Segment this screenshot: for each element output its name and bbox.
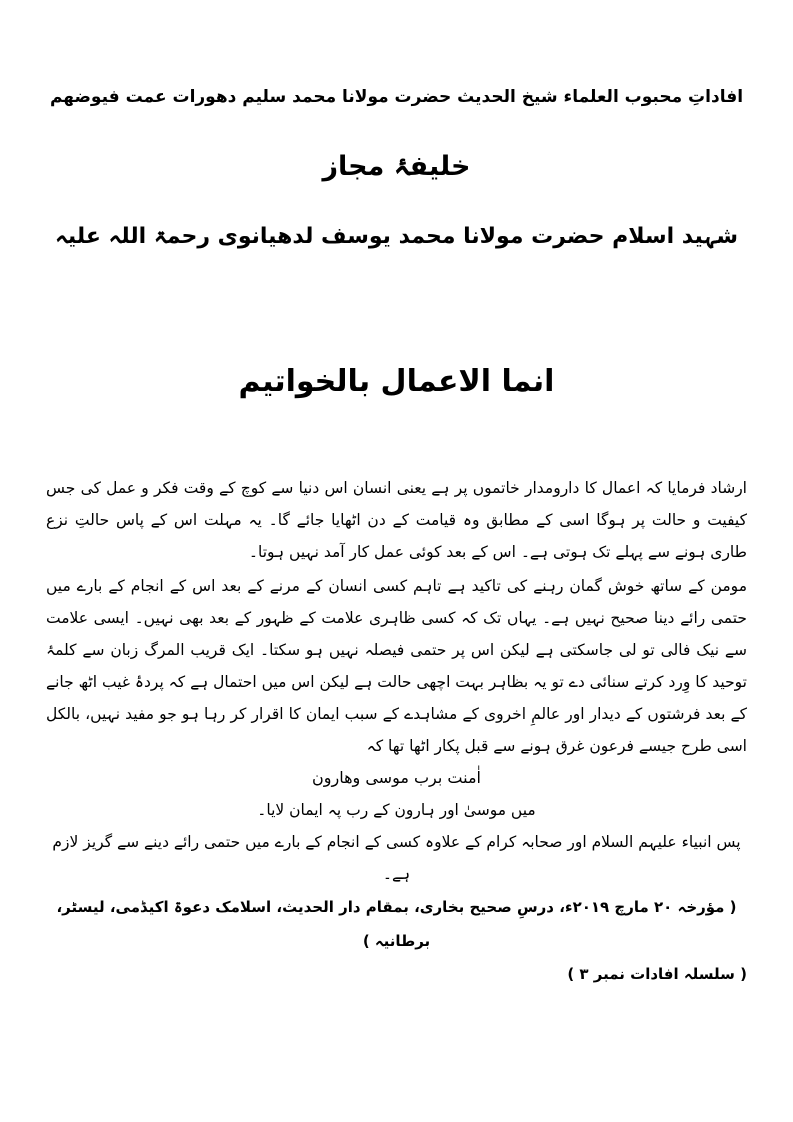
verse-translation: میں موسیٰ اور ہارون کے رب پہ ایمان لایا۔ <box>257 801 536 819</box>
page-title: انما الاعمال بالخواتیم <box>238 364 555 399</box>
series-number <box>46 958 747 990</box>
paragraph-2: مومن کے ساتھ خوش گمان رہنے کی تاکید ہے تاہم کسی انسان کے مرنے کے بعد اس کے انجام کے بارے میں حتمی رائے دینا صحیح نہیں ہے۔ یہاں تک کہ کسی ظاہری علامت کے ظہور کے بعد بھی نہیں۔ ایسی علامت سے نیک فالی تو لی جاسکتی ہے لیکن اس پر حتمی فیصلہ نہیں ہو سکتا۔ ایک قریب المرگ زبان سے کلمۂ توحید کا وِرد کرتے سنائی دے تو یہ بظاہر بہت اچھی حالت ہے لیکن اس میں احتمال ہے کہ پردۂ غیب اٹھ جانے کے بعد فرشتوں کے دیدار اور عالمِ اخروی کے مشاہدے کے سبب ایمان کا اقرار کر رہا ہو جو مفید نہیں، بالکل اسی طرح جیسے فرعون غرق ہونے سے قبل پکار اٹھا تھا کہ <box>46 577 747 755</box>
quranic-verse: اٰمنت برب موسی وھارون <box>312 768 481 787</box>
series-number-text: ( سلسلہ افادات نمبر ۳ ) <box>567 965 747 983</box>
header-line-2: خلیفۂ مجاز <box>322 151 471 182</box>
paragraph-1: ارشاد فرمایا کہ اعمال کا دارومدار خاتموں پر ہے یعنی انسان اس دنیا سے کوچ کے وقت فکر و عمل کی جس کیفیت و حالت پر ہوگا اسی کے مطابق وہ قیامت کے دن اٹھایا جائے گا۔ یہ مہلت اس کے پاس حالتِ نزع طاری ہونے سے پہلے تک ہوتی ہے۔ اس کے بعد کوئی عمل کار آمد نہیں ہوتا۔ <box>46 479 747 561</box>
header-line-3: شہید اسلام حضرت مولانا محمد یوسف لدھیانوی رحمۃ اللہ علیہ <box>54 224 738 249</box>
header-line-1: افاداتِ محبوب العلماء شیخ الحدیث حضرت مولانا محمد سلیم دھورات عمت فیوضھم <box>49 87 744 107</box>
body-text <box>46 472 747 990</box>
conclusion: پس انبیاء علیہم السلام اور صحابہ کرام کے علاوہ کسی کے انجام کے بارے میں حتمی رائے دینے سے گریز لازم ہے۔ <box>52 833 741 883</box>
header <box>40 62 753 272</box>
source-reference: ( مؤرخہ ۲۰ مارچ ۲۰۱۹ء، درسِ صحیح بخاری، بمقام دار الحدیث، اسلامک دعوۃ اکیڈمی، لیسٹر، برطانیہ ) <box>56 898 737 950</box>
